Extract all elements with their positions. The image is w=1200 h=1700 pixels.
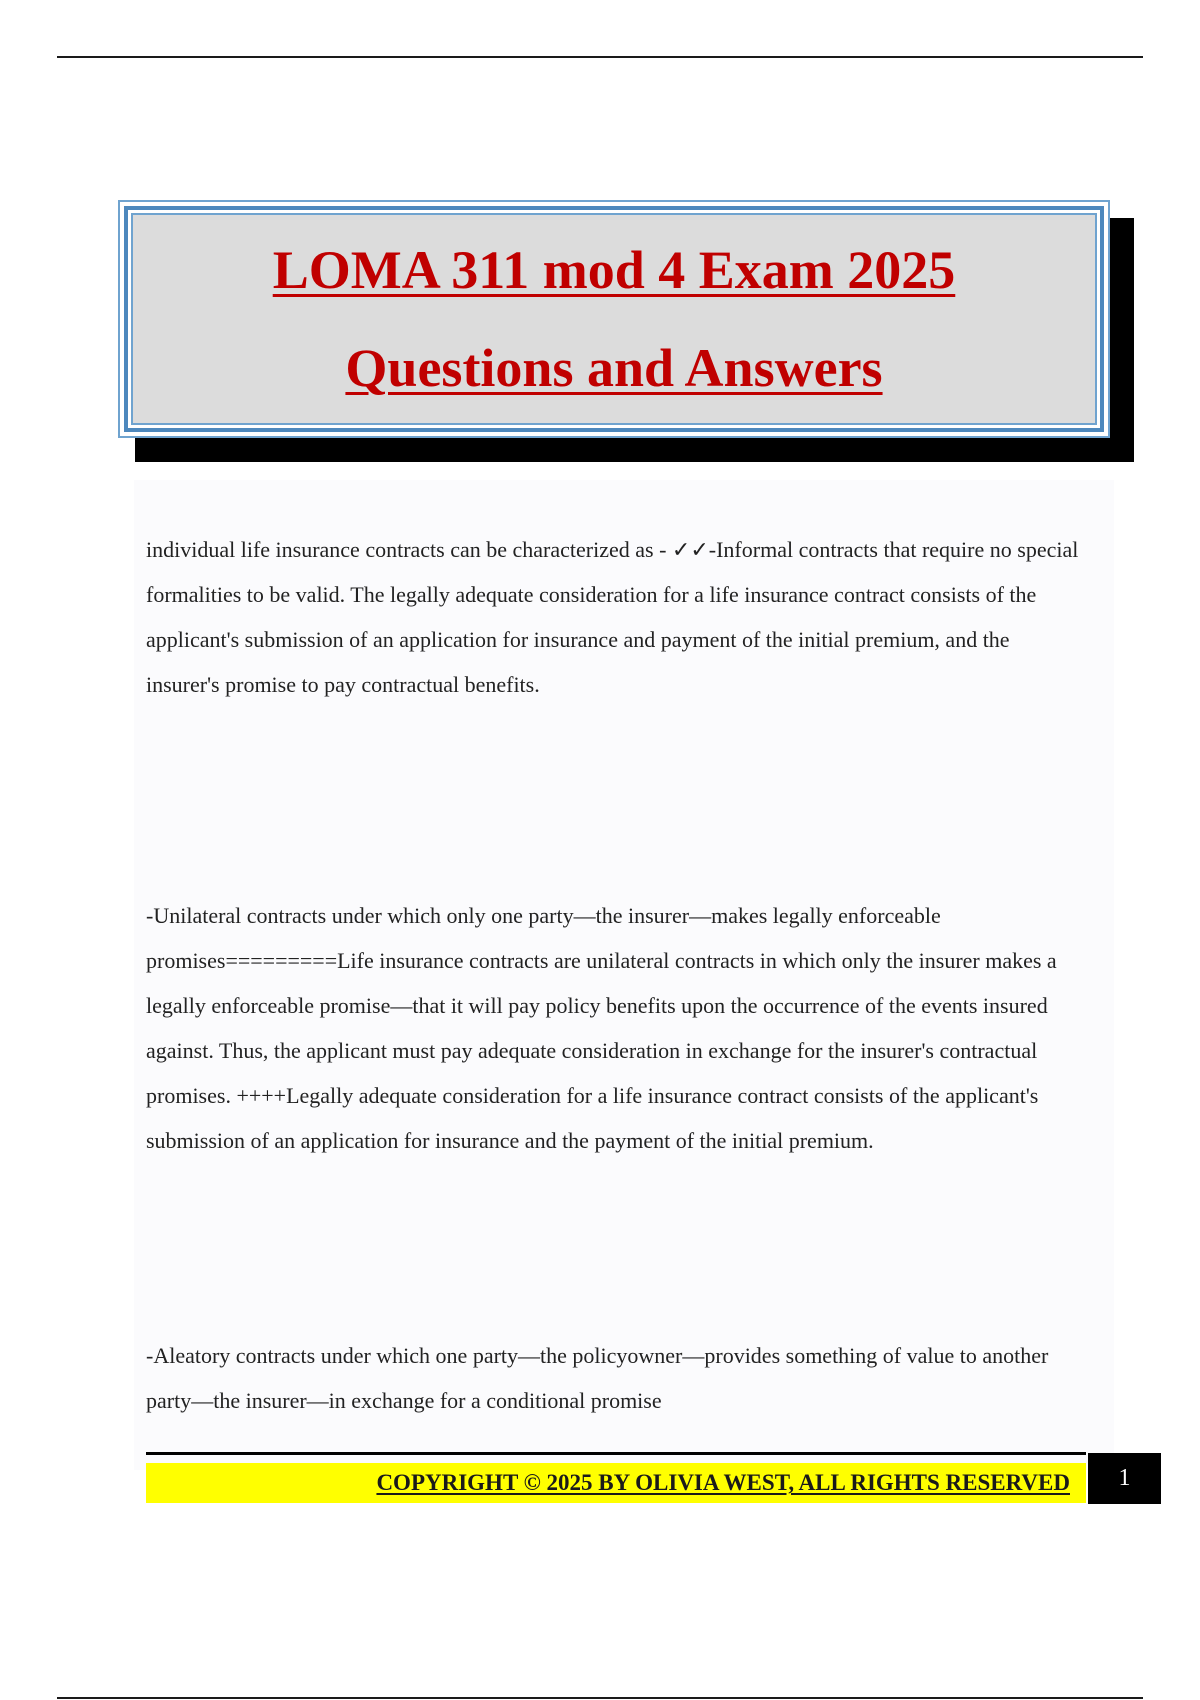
- title-line-2: Questions and Answers: [345, 338, 883, 398]
- title-box-inner: [131, 213, 1097, 425]
- copyright-bar: [146, 1463, 1086, 1503]
- page-number: 1: [1088, 1453, 1161, 1504]
- paragraph-2: -Unilateral contracts under which only one party—the insurer—makes legally enforceable promises=========Life insurance contracts are unilateral contracts in which only the insurer makes a legally enforceable promise—that it will pay policy benefits upon the occurrence of the events insured against. Thus, the applicant must pay adequate consideration in exchange for the insurer's contractual promises. ++++Legally adequate consideration for a life insurance contract consists of the applicant's submission of an application for insurance and the payment of the initial premium.: [146, 903, 1057, 1153]
- title-box: [118, 200, 1110, 438]
- title-box-border: [124, 206, 1104, 432]
- bottom-rule: [57, 1697, 1143, 1699]
- title-line-1: LOMA 311 mod 4 Exam 2025: [272, 240, 956, 300]
- footer-rule: [146, 1452, 1086, 1455]
- paragraph-3: -Aleatory contracts under which one party—the policyowner—provides something of value to another party—the insurer—in exchange for a conditional promise: [146, 1343, 1049, 1413]
- paragraph-1: individual life insurance contracts can be characterized as - ✓✓-Informal contracts that require no special formalities to be valid. The legally adequate consideration for a life insurance contract consists of the applicant's submission of an application for insurance and payment of the initial premium, and the insurer's promise to pay contractual benefits.: [146, 537, 1079, 697]
- top-rule: [57, 56, 1143, 58]
- copyright-text: COPYRIGHT © 2025 BY OLIVIA WEST, ALL RIGHTS RESERVED: [376, 1470, 1070, 1495]
